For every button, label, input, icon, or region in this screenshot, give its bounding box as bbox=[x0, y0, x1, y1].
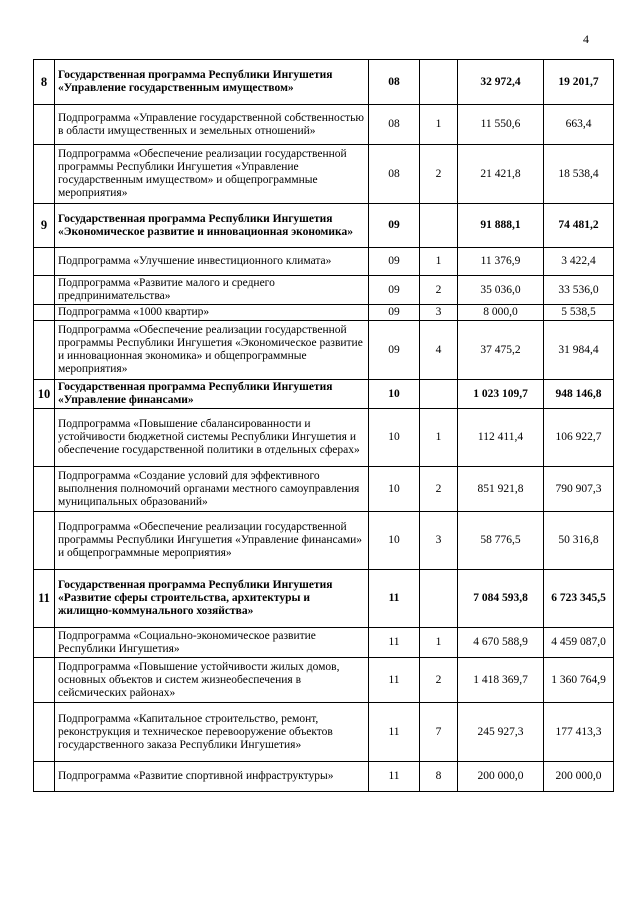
row-number bbox=[34, 512, 55, 570]
actual-amount: 5 538,5 bbox=[544, 305, 614, 321]
program-code: 09 bbox=[369, 248, 420, 276]
program-name: Государственная программа Республики Ингушетия «Развитие сферы строительства, архитектуры и жилищно-коммунального хозяйства» bbox=[55, 570, 369, 628]
program-name: Подпрограмма «Капитальное строительство, ремонт, реконструкция и техническое перевооружение объектов государственного заказа Республики Ингушетия» bbox=[55, 703, 369, 762]
program-name: Государственная программа Республики Ингушетия «Управление государственным имуществом» bbox=[55, 60, 369, 105]
actual-amount: 948 146,8 bbox=[544, 380, 614, 409]
actual-amount: 663,4 bbox=[544, 105, 614, 145]
subprogram-row bbox=[34, 467, 614, 512]
actual-amount: 19 201,7 bbox=[544, 60, 614, 105]
subprogram-code bbox=[420, 204, 458, 248]
row-number bbox=[34, 467, 55, 512]
subprogram-code bbox=[420, 570, 458, 628]
program-code: 11 bbox=[369, 628, 420, 658]
actual-amount: 3 422,4 bbox=[544, 248, 614, 276]
subprogram-code: 2 bbox=[420, 658, 458, 703]
program-code: 08 bbox=[369, 145, 420, 204]
program-name: Подпрограмма «Повышение сбалансированности и устойчивости бюджетной системы Республики Ингушетия и обеспечение государственной политики в отдельных сферах» bbox=[55, 409, 369, 467]
row-number bbox=[34, 658, 55, 703]
actual-amount: 106 922,7 bbox=[544, 409, 614, 467]
row-number bbox=[34, 703, 55, 762]
program-name: Подпрограмма «Управление государственной собственностью в области имущественных и земельных отношений» bbox=[55, 105, 369, 145]
actual-amount: 18 538,4 bbox=[544, 145, 614, 204]
actual-amount: 1 360 764,9 bbox=[544, 658, 614, 703]
program-code: 10 bbox=[369, 380, 420, 409]
subprogram-row bbox=[34, 105, 614, 145]
program-code: 09 bbox=[369, 204, 420, 248]
actual-amount: 790 907,3 bbox=[544, 467, 614, 512]
actual-amount: 6 723 345,5 bbox=[544, 570, 614, 628]
subprogram-row bbox=[34, 658, 614, 703]
actual-amount: 33 536,0 bbox=[544, 276, 614, 305]
subprogram-code: 8 bbox=[420, 762, 458, 792]
program-name: Подпрограмма «1000 квартир» bbox=[55, 305, 369, 321]
planned-amount: 8 000,0 bbox=[458, 305, 544, 321]
program-name: Подпрограмма «Развитие спортивной инфраструктуры» bbox=[55, 762, 369, 792]
page-number: 4 bbox=[583, 32, 589, 46]
subprogram-code bbox=[420, 60, 458, 105]
subprogram-code: 1 bbox=[420, 248, 458, 276]
subprogram-code: 1 bbox=[420, 628, 458, 658]
subprogram-row bbox=[34, 512, 614, 570]
program-row bbox=[34, 60, 614, 105]
planned-amount: 91 888,1 bbox=[458, 204, 544, 248]
program-code: 09 bbox=[369, 321, 420, 380]
row-number bbox=[34, 321, 55, 380]
planned-amount: 851 921,8 bbox=[458, 467, 544, 512]
subprogram-code: 1 bbox=[420, 409, 458, 467]
subprogram-code: 3 bbox=[420, 305, 458, 321]
row-number: 9 bbox=[34, 204, 55, 248]
actual-amount: 177 413,3 bbox=[544, 703, 614, 762]
row-number: 10 bbox=[34, 380, 55, 409]
program-code: 09 bbox=[369, 276, 420, 305]
program-code: 10 bbox=[369, 409, 420, 467]
subprogram-code: 2 bbox=[420, 467, 458, 512]
subprogram-code: 2 bbox=[420, 145, 458, 204]
planned-amount: 32 972,4 bbox=[458, 60, 544, 105]
actual-amount: 200 000,0 bbox=[544, 762, 614, 792]
subprogram-code bbox=[420, 380, 458, 409]
planned-amount: 37 475,2 bbox=[458, 321, 544, 380]
budget-programs-table bbox=[33, 59, 614, 792]
subprogram-code: 7 bbox=[420, 703, 458, 762]
program-code: 09 bbox=[369, 305, 420, 321]
subprogram-row bbox=[34, 409, 614, 467]
program-code: 11 bbox=[369, 762, 420, 792]
subprogram-row bbox=[34, 703, 614, 762]
subprogram-row bbox=[34, 321, 614, 380]
program-name: Подпрограмма «Социально-экономическое развитие Республики Ингушетия» bbox=[55, 628, 369, 658]
row-number bbox=[34, 762, 55, 792]
program-name: Подпрограмма «Обеспечение реализации государственной программы Республики Ингушетия «Экономическое развитие и инновационная экономика» и общепрограммные мероприятия» bbox=[55, 321, 369, 380]
subprogram-code: 2 bbox=[420, 276, 458, 305]
planned-amount: 35 036,0 bbox=[458, 276, 544, 305]
subprogram-row bbox=[34, 762, 614, 792]
program-code: 10 bbox=[369, 467, 420, 512]
program-name: Подпрограмма «Создание условий для эффективного выполнения полномочий органами местного самоуправления муниципальных образований» bbox=[55, 467, 369, 512]
subprogram-row bbox=[34, 628, 614, 658]
row-number bbox=[34, 105, 55, 145]
planned-amount: 11 550,6 bbox=[458, 105, 544, 145]
program-row bbox=[34, 570, 614, 628]
program-name: Подпрограмма «Обеспечение реализации государственной программы Республики Ингушетия «Управление финансами» и общепрограммные мероприятия» bbox=[55, 512, 369, 570]
program-code: 11 bbox=[369, 658, 420, 703]
program-name: Подпрограмма «Развитие малого и среднего предпринимательства» bbox=[55, 276, 369, 305]
subprogram-code: 3 bbox=[420, 512, 458, 570]
planned-amount: 58 776,5 bbox=[458, 512, 544, 570]
subprogram-row bbox=[34, 145, 614, 204]
program-code: 10 bbox=[369, 512, 420, 570]
row-number bbox=[34, 409, 55, 467]
planned-amount: 1 023 109,7 bbox=[458, 380, 544, 409]
planned-amount: 4 670 588,9 bbox=[458, 628, 544, 658]
subprogram-row bbox=[34, 248, 614, 276]
row-number bbox=[34, 248, 55, 276]
planned-amount: 1 418 369,7 bbox=[458, 658, 544, 703]
program-row bbox=[34, 204, 614, 248]
row-number bbox=[34, 276, 55, 305]
program-name: Государственная программа Республики Ингушетия «Управление финансами» bbox=[55, 380, 369, 409]
actual-amount: 4 459 087,0 bbox=[544, 628, 614, 658]
program-row bbox=[34, 380, 614, 409]
subprogram-code: 4 bbox=[420, 321, 458, 380]
subprogram-code: 1 bbox=[420, 105, 458, 145]
program-name: Подпрограмма «Обеспечение реализации государственной программы Республики Ингушетия «Управление государственным имуществом» и общепрограммные мероприятия» bbox=[55, 145, 369, 204]
program-code: 08 bbox=[369, 105, 420, 145]
planned-amount: 112 411,4 bbox=[458, 409, 544, 467]
row-number bbox=[34, 628, 55, 658]
program-name: Подпрограмма «Повышение устойчивости жилых домов, основных объектов и систем жизнеобеспечения в сейсмических районах» bbox=[55, 658, 369, 703]
planned-amount: 245 927,3 bbox=[458, 703, 544, 762]
subprogram-row bbox=[34, 305, 614, 321]
planned-amount: 7 084 593,8 bbox=[458, 570, 544, 628]
program-code: 08 bbox=[369, 60, 420, 105]
actual-amount: 74 481,2 bbox=[544, 204, 614, 248]
actual-amount: 50 316,8 bbox=[544, 512, 614, 570]
row-number bbox=[34, 305, 55, 321]
row-number: 8 bbox=[34, 60, 55, 105]
subprogram-row bbox=[34, 276, 614, 305]
planned-amount: 11 376,9 bbox=[458, 248, 544, 276]
program-name: Подпрограмма «Улучшение инвестиционного климата» bbox=[55, 248, 369, 276]
program-name: Государственная программа Республики Ингушетия «Экономическое развитие и инновационная экономика» bbox=[55, 204, 369, 248]
planned-amount: 200 000,0 bbox=[458, 762, 544, 792]
program-code: 11 bbox=[369, 703, 420, 762]
program-code: 11 bbox=[369, 570, 420, 628]
row-number bbox=[34, 145, 55, 204]
planned-amount: 21 421,8 bbox=[458, 145, 544, 204]
row-number: 11 bbox=[34, 570, 55, 628]
actual-amount: 31 984,4 bbox=[544, 321, 614, 380]
